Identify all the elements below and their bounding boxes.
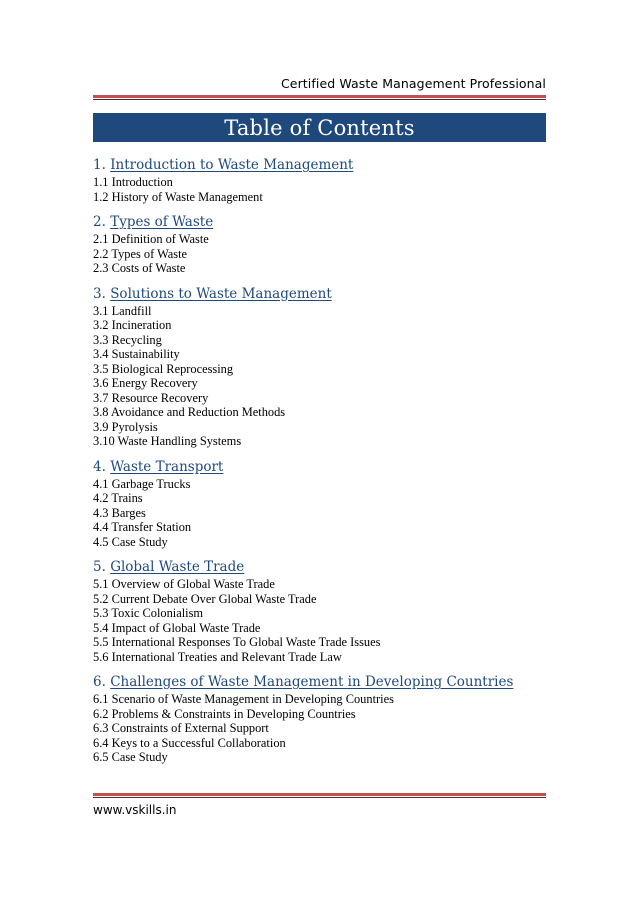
toc-section (93, 673, 563, 765)
toc-entry: 3.1 Landfill (93, 303, 152, 318)
toc-entry: 3.7 Resource Recovery (93, 390, 209, 405)
toc-entry: 6.4 Keys to a Successful Collaboration (93, 735, 286, 750)
toc-entry: 4.1 Garbage Trucks (93, 476, 191, 491)
section-heading (93, 458, 563, 477)
section-title-link[interactable]: Solutions to Waste Management (110, 285, 332, 302)
toc-section (93, 458, 563, 550)
toc-entry: 6.5 Case Study (93, 750, 168, 764)
footer-url: www.vskills.in (93, 803, 177, 817)
section-heading (93, 285, 563, 304)
toc-entry: 5.1 Overview of Global Waste Trade (93, 577, 275, 591)
toc-section (93, 285, 563, 449)
toc-entry: 3.2 Incineration (93, 318, 172, 332)
toc-entry: 4.3 Barges (93, 505, 146, 520)
section-number: 2. (93, 214, 106, 230)
toc-entry: 3.6 Energy Recovery (93, 376, 198, 390)
toc-banner: Table of Contents (93, 113, 546, 142)
toc-entry: 4.5 Case Study (93, 534, 168, 549)
section-title-link[interactable]: Waste Transport (110, 458, 224, 475)
toc-entry: 5.6 International Treaties and Relevant Trade Law (93, 649, 342, 664)
table-of-contents (93, 156, 563, 774)
section-title-link[interactable]: Introduction to Waste Management (110, 157, 354, 173)
toc-entry: 3.9 Pyrolysis (93, 419, 158, 434)
section-number: 6. (93, 674, 106, 690)
toc-entry: 6.3 Constraints of External Support (93, 721, 269, 735)
section-title-link[interactable]: Challenges of Waste Management in Developing Countries (110, 674, 514, 690)
toc-entry: 2.3 Costs of Waste (93, 261, 186, 275)
toc-section (93, 156, 563, 204)
toc-entry: 5.3 Toxic Colonialism (93, 606, 204, 620)
page-header-title: Certified Waste Management Professional (280, 76, 546, 91)
section-number: 3. (93, 285, 106, 302)
section-heading (93, 673, 563, 692)
footer-divider (93, 793, 546, 798)
toc-entry: 1.1 Introduction (93, 175, 173, 189)
toc-entry: 4.2 Trains (93, 491, 143, 505)
section-heading (93, 213, 563, 232)
toc-entry: 3.5 Biological Reprocessing (93, 361, 234, 376)
toc-section (93, 558, 563, 664)
toc-entry: 5.4 Impact of Global Waste Trade (93, 620, 261, 635)
toc-entry: 3.10 Waste Handling Systems (93, 434, 242, 448)
section-number: 1. (93, 157, 106, 173)
toc-entry: 3.4 Sustainability (93, 347, 180, 361)
toc-entry: 6.1 Scenario of Waste Management in Developing Countries (93, 692, 394, 706)
section-number: 5. (93, 559, 106, 575)
header-divider (93, 95, 546, 100)
toc-entry: 5.5 International Responses To Global Waste Trade Issues (93, 635, 381, 649)
section-title-link[interactable]: Types of Waste (110, 214, 214, 230)
toc-entry: 2.1 Definition of Waste (93, 232, 209, 246)
toc-entry: 3.3 Recycling (93, 332, 162, 347)
section-heading (93, 156, 563, 175)
toc-entry: 5.2 Current Debate Over Global Waste Trade (93, 591, 317, 606)
section-title-link[interactable]: Global Waste Trade (110, 559, 245, 575)
toc-entry: 1.2 History of Waste Management (93, 189, 263, 204)
toc-entry: 6.2 Problems & Constraints in Developing Countries (93, 706, 356, 721)
section-heading (93, 558, 563, 577)
toc-entry: 3.8 Avoidance and Reduction Methods (93, 405, 286, 419)
toc-section (93, 213, 563, 276)
toc-entry: 2.2 Types of Waste (93, 246, 188, 261)
section-number: 4. (93, 458, 106, 475)
toc-entry: 4.4 Transfer Station (93, 520, 192, 534)
